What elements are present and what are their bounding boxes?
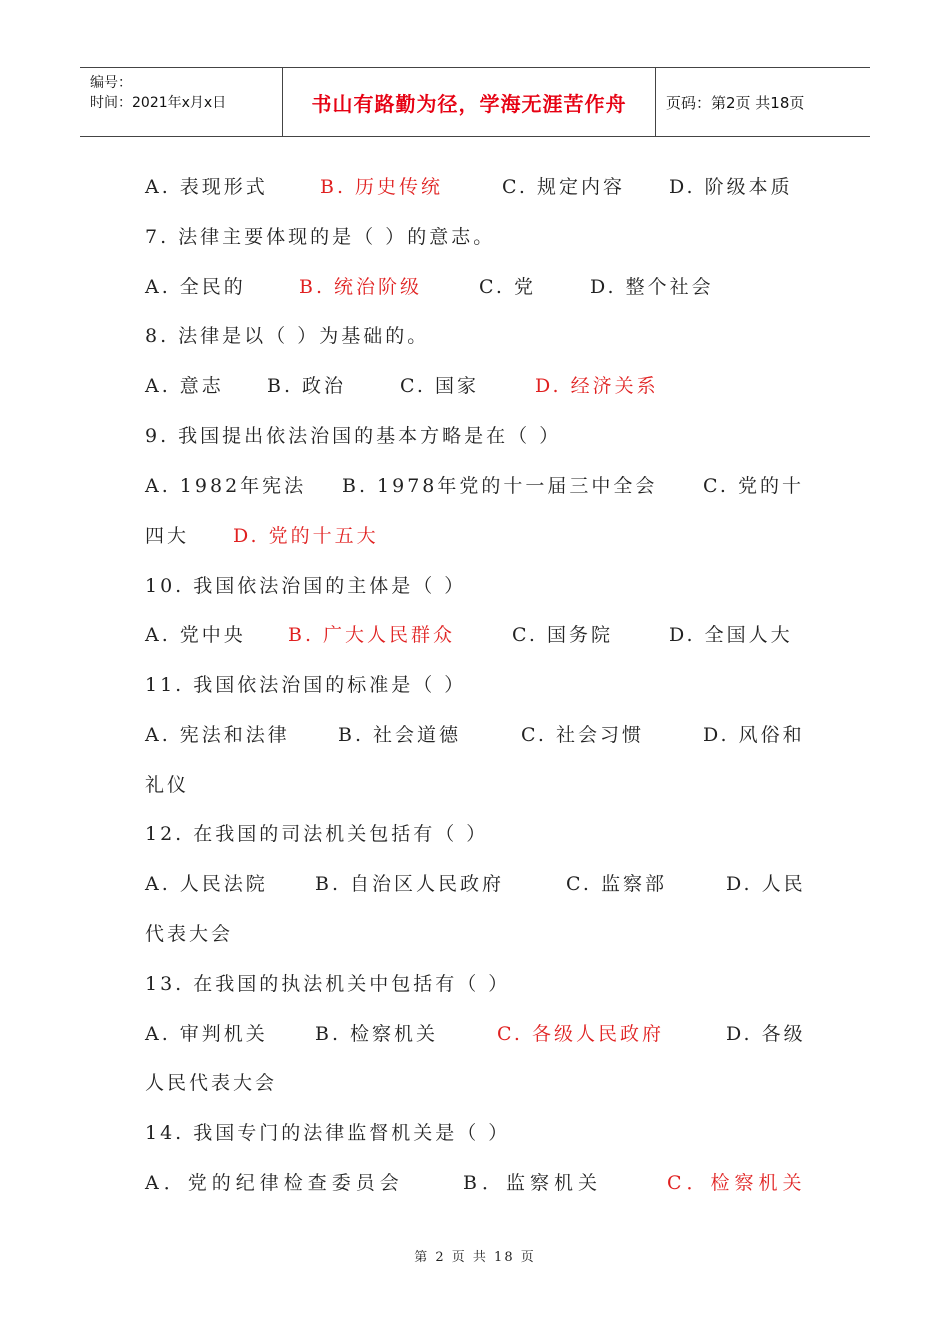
q8-option-d-answer: D. 经济关系 <box>535 375 659 397</box>
page-footer: 第 2 页 共 18 页 <box>414 1250 536 1265</box>
q11-option-d-continued: 礼仪 <box>145 774 190 796</box>
q12-option-d-continued: 代表大会 <box>145 923 234 945</box>
q7-option-d: D. 整个社会 <box>590 276 714 298</box>
q13-option-c-answer: C. 各级人民政府 <box>497 1023 664 1045</box>
q10-question: 10. 我国依法治国的主体是（ ） <box>145 575 467 597</box>
q12-option-a: A. 人民法院 <box>145 873 268 895</box>
q10-option-b-answer: B. 广大人民群众 <box>288 624 456 646</box>
q11-option-c: C. 社会习惯 <box>521 724 644 746</box>
time-label: 时间：2021年x月x日 <box>90 95 227 111</box>
q11-question: 11. 我国依法治国的标准是（ ） <box>145 674 467 696</box>
q14-option-c-answer: C．检察机关 <box>667 1172 807 1194</box>
q9-option-c: C. 党的十 <box>703 475 804 497</box>
q8-option-a: A. 意志 <box>145 375 224 397</box>
q13-option-a: A. 审判机关 <box>145 1023 268 1045</box>
q6-option-a: A. 表现形式 <box>145 176 268 198</box>
q8-question: 8. 法律是以（ ）为基础的。 <box>145 325 430 347</box>
q13-question: 13. 在我国的执法机关中包括有（ ） <box>145 973 511 995</box>
q8-option-b: B. 政治 <box>267 375 347 397</box>
q7-option-c: C. 党 <box>479 276 536 298</box>
q14-question: 14. 我国专门的法律监督机关是（ ） <box>145 1122 511 1144</box>
q7-option-b-answer: B. 统治阶级 <box>299 276 423 298</box>
header-page-cell <box>656 68 870 136</box>
q12-question: 12. 在我国的司法机关包括有（ ） <box>145 823 489 845</box>
q12-option-b: B. 自治区人民政府 <box>315 873 505 895</box>
q9-option-b: B. 1978年党的十一届三中全会 <box>342 475 658 497</box>
q7-question: 7. 法律主要体现的是（ ）的意志。 <box>145 226 496 248</box>
number-label: 编号： <box>90 75 132 91</box>
document-header <box>80 67 870 137</box>
q11-option-d: D. 风俗和 <box>703 724 805 746</box>
q11-option-a: A. 宪法和法律 <box>145 724 290 746</box>
q9-question: 9. 我国提出依法治国的基本方略是在（ ） <box>145 425 562 447</box>
header-meta-cell <box>80 68 283 136</box>
motto-text: 书山有路勤为径，学海无涯苦作舟 <box>311 92 627 116</box>
q6-option-c: C. 规定内容 <box>502 176 625 198</box>
q7-option-a: A. 全民的 <box>145 276 246 298</box>
q14-option-a: A．党的纪律检查委员会 <box>145 1172 404 1194</box>
q8-option-c: C. 国家 <box>400 375 479 397</box>
q12-option-d: D. 人民 <box>726 873 806 895</box>
q10-option-d: D. 全国人大 <box>669 624 793 646</box>
q11-option-b: B. 社会道德 <box>338 724 462 746</box>
q6-option-b-answer: B. 历史传统 <box>320 176 444 198</box>
q10-option-c: C. 国务院 <box>512 624 613 646</box>
header-motto-cell <box>283 68 656 136</box>
page-info: 页码：第2页 共18页 <box>666 94 805 112</box>
q9-option-a: A. 1982年宪法 <box>145 475 307 497</box>
q6-option-d: D. 阶级本质 <box>669 176 793 198</box>
q13-option-b: B. 检察机关 <box>315 1023 439 1045</box>
q13-option-d: D. 各级 <box>726 1023 806 1045</box>
q10-option-a: A. 党中央 <box>145 624 246 646</box>
q14-option-b: B．监察机关 <box>463 1172 602 1194</box>
q9-option-d-answer: D. 党的十五大 <box>233 525 379 547</box>
q13-option-d-continued: 人民代表大会 <box>145 1072 278 1094</box>
q9-option-c-continued: 四大 <box>145 525 190 547</box>
q12-option-c: C. 监察部 <box>566 873 667 895</box>
